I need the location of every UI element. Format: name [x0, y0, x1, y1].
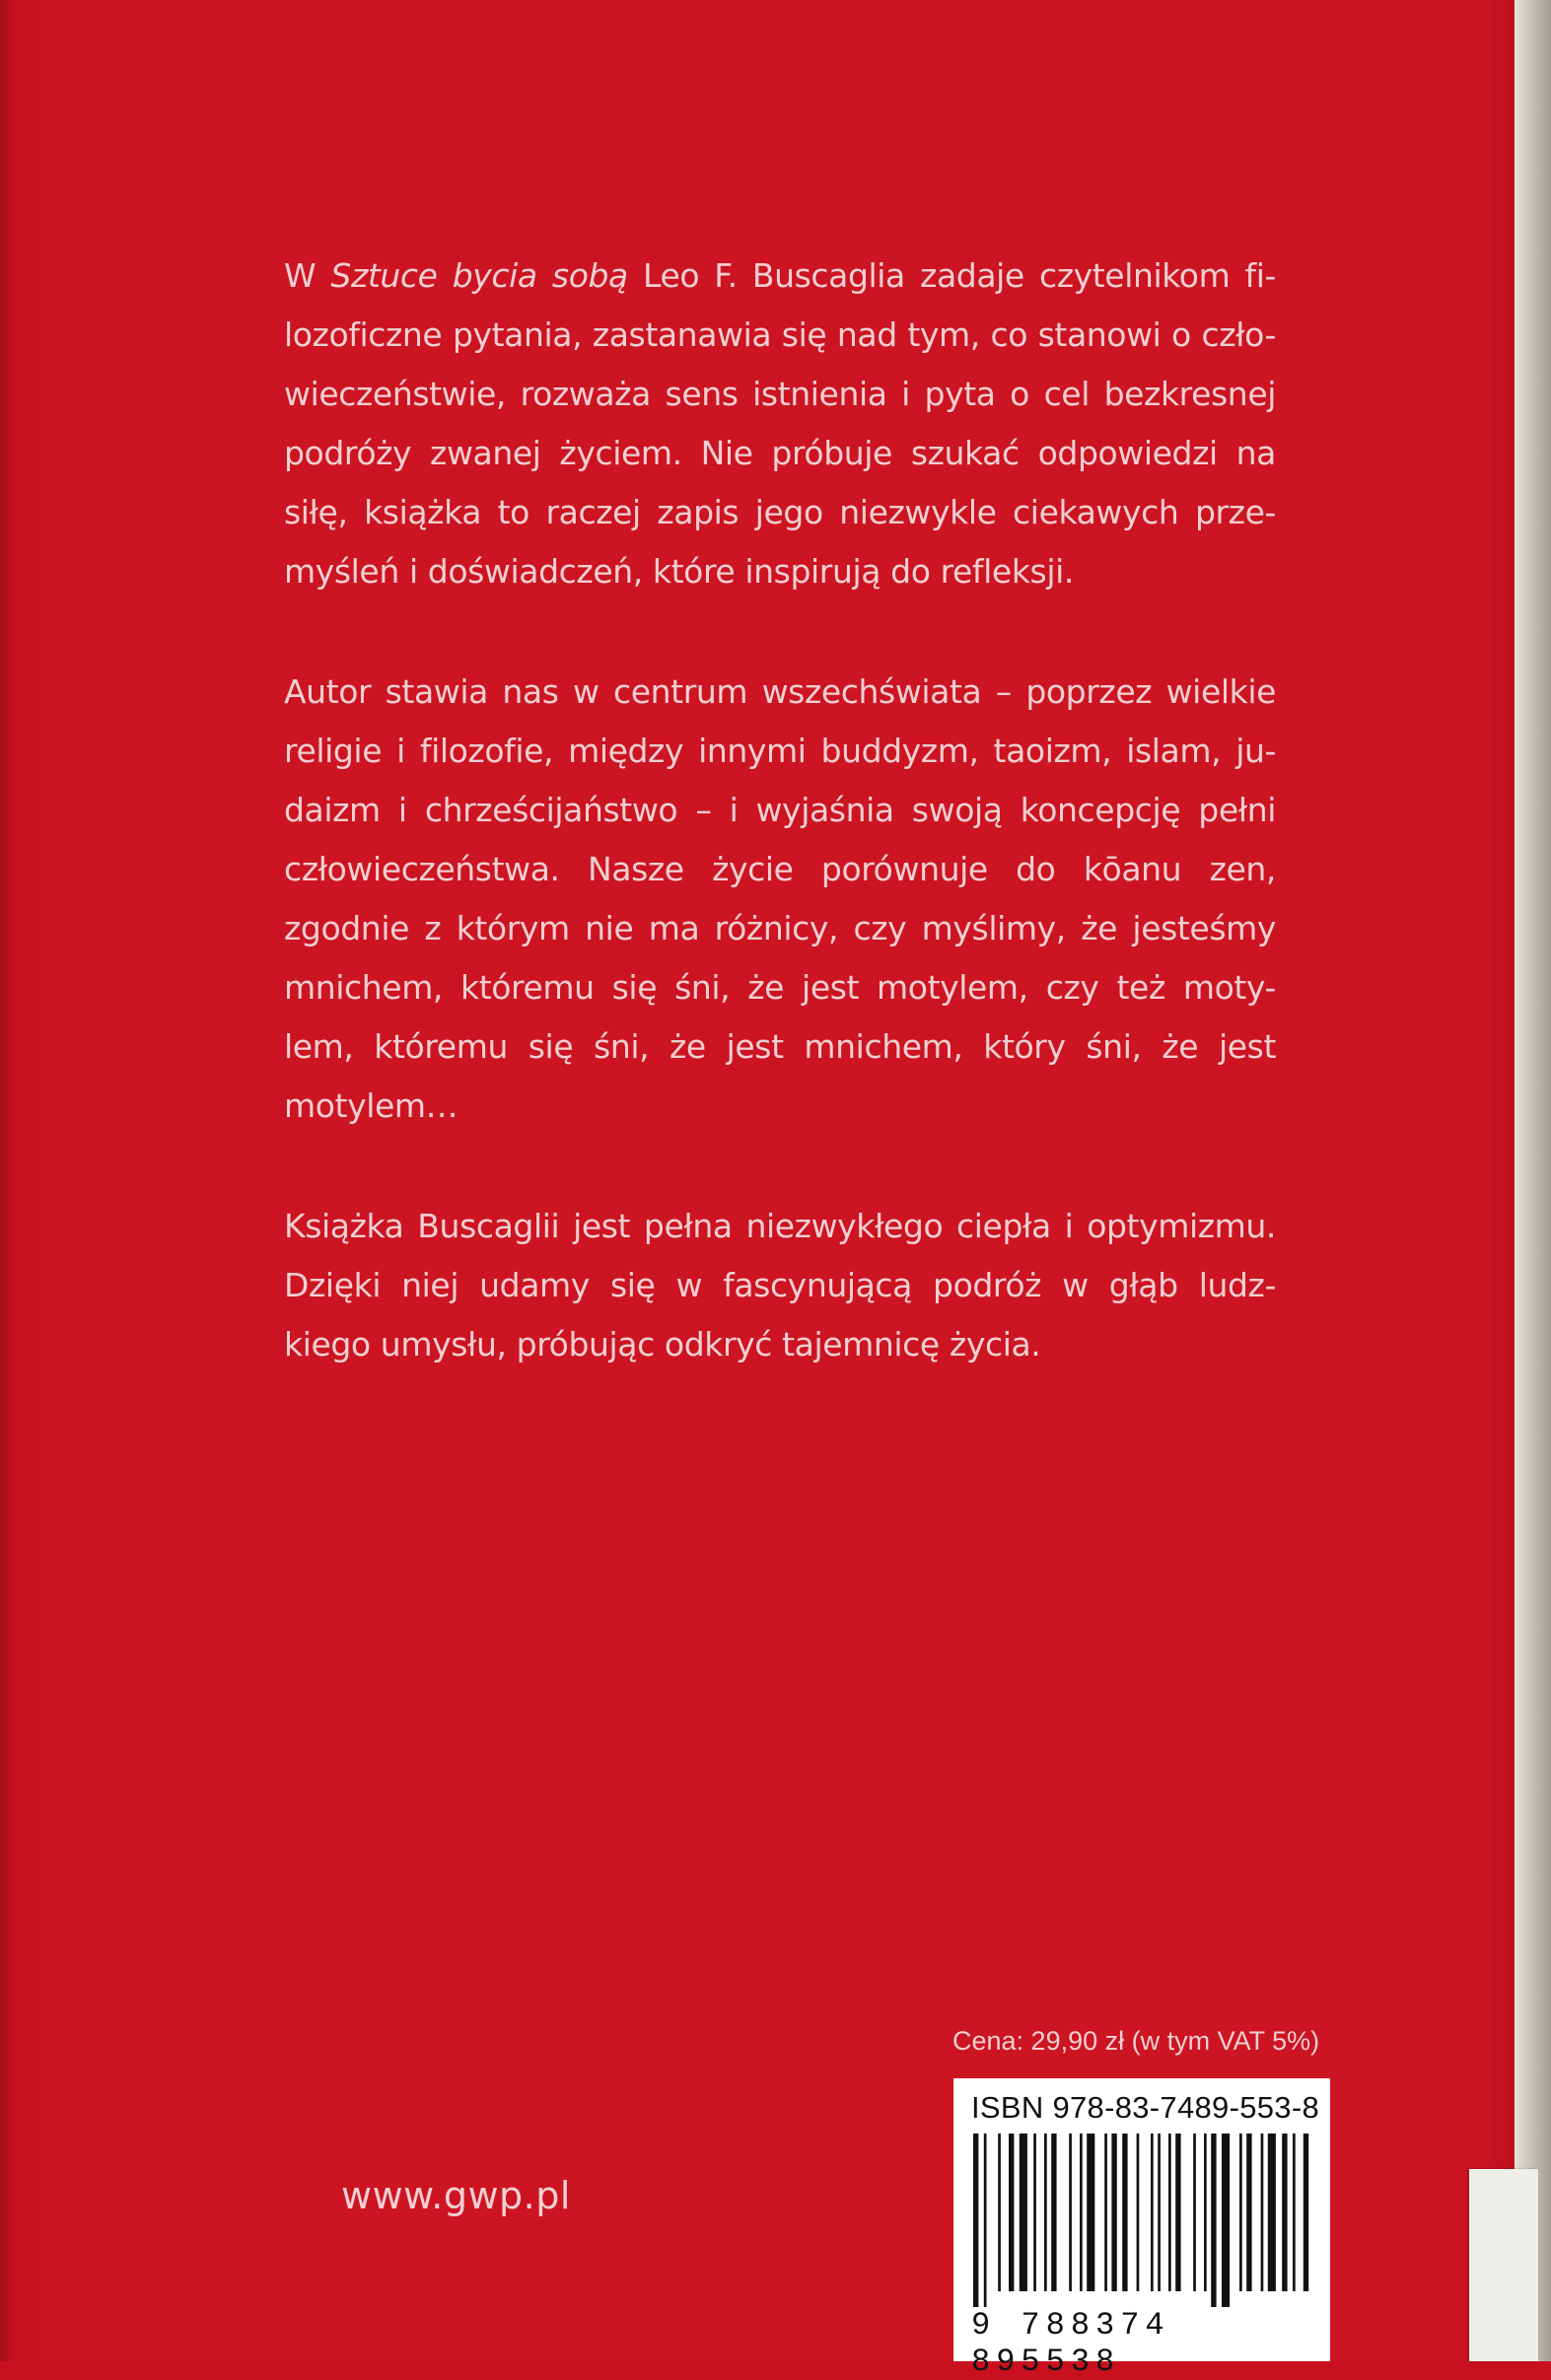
- blurb-line: Dzięki niej udamy się w fascynującą podróż w głąb ludz-: [284, 1266, 1276, 1304]
- blurb-line: siłę, książka to raczej zapis jego niezwykle ciekawych prze-: [284, 493, 1276, 531]
- barcode-bar: [1304, 2134, 1308, 2291]
- barcode-bar: [1282, 2134, 1287, 2291]
- isbn-label: ISBN 978-83-7489-553-8: [971, 2090, 1319, 2125]
- library-sticker: [1469, 2169, 1538, 2361]
- price-label: Cena: 29,90 zł (w tym VAT 5%): [952, 2026, 1320, 2056]
- blurb-line: człowieczeństwa. Nasze życie porównuje do kōanu zen,: [284, 850, 1276, 888]
- barcode-bar: [1044, 2134, 1047, 2291]
- blurb-paragraph-1: [284, 246, 1276, 601]
- barcode-bar: [984, 2134, 987, 2307]
- barcode-bar: [1069, 2134, 1072, 2291]
- barcode-bar: [1020, 2134, 1027, 2291]
- blurb-line: myśleń i doświadczeń, które inspirują do refleksji.: [284, 552, 1074, 591]
- barcode-bar: [1268, 2134, 1276, 2291]
- blurb-line: Książka Buscaglii jest pełna niezwykłego ciepła i optymizmu.: [284, 1207, 1276, 1245]
- publisher-url: www.gwp.pl: [341, 2174, 571, 2217]
- blurb-line: zgodnie z którym nie ma różnicy, czy myślimy, że jesteśmy: [284, 909, 1276, 947]
- blurb-line: mnichem, któremu się śni, że jest motylem, czy też moty-: [284, 968, 1276, 1007]
- blurb-line: kiego umysłu, próbując odkryć tajemnicę życia.: [284, 1325, 1041, 1364]
- page-edge: [1515, 0, 1551, 2361]
- barcode-bar: [1080, 2134, 1083, 2291]
- barcode-bar: [1122, 2134, 1127, 2291]
- blurb-line: podróży zwanej życiem. Nie próbuje szukać odpowiedzi na: [284, 434, 1276, 472]
- barcode-bar: [1193, 2134, 1196, 2291]
- barcode-bar: [1104, 2134, 1107, 2291]
- barcode-bar: [1246, 2134, 1251, 2291]
- barcode-bar: [1151, 2134, 1154, 2291]
- barcode-bar: [1293, 2134, 1296, 2291]
- barcode-bar: [1239, 2134, 1242, 2291]
- blurb-line: daizm i chrześcijaństwo – i wyjaśnia swoją koncepcję pełni: [284, 791, 1276, 829]
- barcode-bar: [1211, 2134, 1216, 2307]
- blurb-line: Autor stawia nas w centrum wszechświata – poprzez wielkie: [284, 672, 1276, 711]
- blurb-line: lem, któremu się śni, że jest mnichem, który śni, że jest: [284, 1027, 1276, 1066]
- barcode-bar: [1051, 2134, 1056, 2291]
- barcode-bar: [1204, 2134, 1207, 2291]
- book-title-italic: Sztuce bycia sobą: [330, 256, 628, 295]
- barcode-bar: [1009, 2134, 1014, 2291]
- barcode-bar: [1087, 2134, 1094, 2291]
- barcode-bar: [998, 2134, 1001, 2291]
- blurb-line: W Sztuce bycia sobą Leo F. Buscaglia zadaje czytelnikom fi-: [284, 256, 1276, 295]
- barcode-icon: [967, 2134, 1316, 2307]
- barcode-bar: [1111, 2134, 1116, 2291]
- blurb-line: lozoficzne pytania, zastanawia się nad tym, co stanowi o czło-: [284, 315, 1276, 354]
- barcode-bar: [1158, 2134, 1161, 2291]
- barcode-bar: [1137, 2134, 1140, 2291]
- barcode-bar: [1033, 2134, 1036, 2291]
- barcode-bar: [1222, 2134, 1230, 2307]
- blurb-line: religie i filozofie, między innymi buddyzm, taoizm, islam, ju-: [284, 732, 1276, 770]
- blurb-line: motylem…: [284, 1086, 458, 1125]
- ean-digits: 9 788374 895538: [971, 2307, 1170, 2380]
- barcode-bar: [973, 2134, 978, 2307]
- blurb-paragraph-3: [284, 1197, 1276, 1374]
- blurb-paragraph-2: [284, 663, 1276, 1136]
- barcode-bar: [1261, 2134, 1264, 2291]
- isbn-barcode: [953, 2078, 1330, 2380]
- blurb-line: wieczeństwie, rozważa sens istnienia i pyta o cel bezkresnej: [284, 375, 1276, 413]
- barcode-bar: [1175, 2134, 1180, 2291]
- barcode-bar: [1168, 2134, 1171, 2291]
- blurb: [284, 246, 1276, 1435]
